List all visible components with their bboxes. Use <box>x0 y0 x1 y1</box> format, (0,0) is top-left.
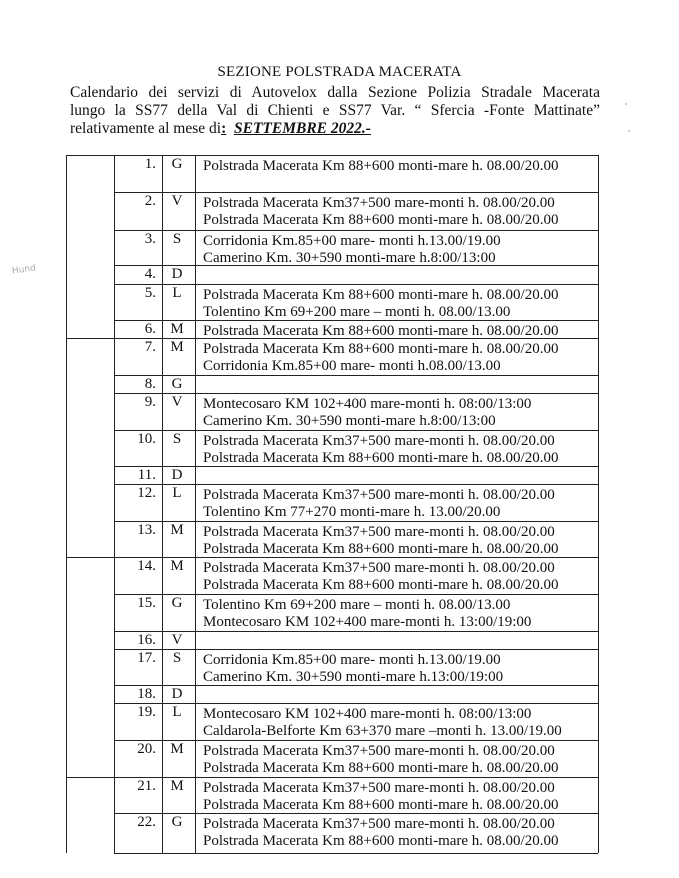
row-weekday-letter: G <box>171 156 183 172</box>
row-service-entry: Polstrada Macerata Km 88+600 monti-mare h. 08.00/20.00 <box>203 212 559 228</box>
row-service-entry: Polstrada Macerata Km37+500 mare-monti h. 08.00/20.00 <box>203 433 555 449</box>
row-weekday-letter: D <box>171 686 183 702</box>
row-service-entry: Caldarola-Belforte Km 63+370 mare –monti h. 13.00/19.00 <box>203 723 562 739</box>
document-title: SEZIONE POLSTRADA MACERATA <box>217 64 462 80</box>
row-weekday-letter: M <box>170 778 184 794</box>
row-day-number: 7. <box>144 339 156 355</box>
table-bottom-border <box>114 853 598 854</box>
row-weekday-letter: G <box>171 376 183 392</box>
intro-line-3 <box>70 120 600 138</box>
row-service-entry: Tolentino Km 69+200 mare – monti h. 08.00/13.00 <box>203 304 511 320</box>
row-weekday-letter: D <box>171 467 183 483</box>
intro-colon: : <box>221 120 227 137</box>
row-weekday-letter: S <box>172 650 182 666</box>
row-service-entry: Polstrada Macerata Km37+500 mare-monti h. 08.00/20.00 <box>203 780 555 796</box>
row-service-entry: Polstrada Macerata Km37+500 mare-monti h. 08.00/20.00 <box>203 816 555 832</box>
row-service-entry: Tolentino Km 77+270 monti-mare h. 13.00/20.00 <box>203 504 501 520</box>
row-service-entry: Polstrada Macerata Km 88+600 monti-mare h. 08.00/20.00 <box>203 158 559 174</box>
row-day-number: 12. <box>137 485 156 501</box>
table-vertical-rule <box>598 155 599 853</box>
row-day-number: 22. <box>137 814 156 830</box>
row-service-entry: Polstrada Macerata Km 88+600 monti-mare h. 08.00/20.00 <box>203 287 559 303</box>
row-day-number: 4. <box>144 266 156 282</box>
row-service-entry: Camerino Km. 30+590 monti-mare h.13:00/19:00 <box>203 669 504 685</box>
row-day-number: 14. <box>137 558 156 574</box>
intro-line-3-prefix: relativamente al mese di <box>70 120 222 137</box>
row-day-number: 10. <box>137 431 156 447</box>
row-service-entry: Polstrada Macerata Km 88+600 monti-mare h. 08.00/20.00 <box>203 797 559 813</box>
table-row <box>114 155 598 192</box>
margin-week-separator <box>66 338 114 339</box>
row-weekday-letter: M <box>170 321 184 337</box>
table-row <box>114 703 598 740</box>
table-row <box>114 557 598 594</box>
margin-week-separator <box>66 557 114 558</box>
row-day-number: 15. <box>137 595 156 611</box>
row-service-entry: Corridonia Km.85+00 mare- monti h.13.00/19.00 <box>203 652 501 668</box>
intro-line-1: Calendario dei servizi di Autovelox dalla Sezione Polizia Stradale Macerata <box>70 84 600 101</box>
row-service-entry: Camerino Km. 30+590 monti-mare h.8:00/13:00 <box>203 413 496 429</box>
table-row <box>114 192 598 230</box>
row-weekday-letter: S <box>172 231 182 247</box>
row-service-entry: Polstrada Macerata Km37+500 mare-monti h. 08.00/20.00 <box>203 560 555 576</box>
row-day-number: 9. <box>144 394 156 410</box>
margin-top-line <box>66 155 114 156</box>
row-day-number: 16. <box>137 632 156 648</box>
row-service-entry: Polstrada Macerata Km 88+600 monti-mare h. 08.00/20.00 <box>203 323 559 339</box>
row-weekday-letter: D <box>171 266 183 282</box>
row-service-entry: Tolentino Km 69+200 mare – monti h. 08.00/13.00 <box>203 597 511 613</box>
table-row <box>114 375 598 393</box>
table-row <box>114 230 598 265</box>
row-service-entry: Polstrada Macerata Km37+500 mare-monti h. 08.00/20.00 <box>203 524 555 540</box>
table-row <box>114 777 598 813</box>
row-day-number: 17. <box>137 650 156 666</box>
table-row <box>114 649 598 685</box>
row-weekday-letter: G <box>171 595 183 611</box>
table-left-margin-column <box>66 155 115 853</box>
row-weekday-letter: L <box>172 285 182 301</box>
row-service-entry: Montecosaro KM 102+400 mare-monti h. 13:00/19:00 <box>203 614 532 630</box>
table-row <box>114 284 598 320</box>
row-weekday-letter: V <box>171 193 183 209</box>
row-day-number: 11. <box>137 467 156 483</box>
margin-week-separator <box>66 777 114 778</box>
row-service-entry: Polstrada Macerata Km 88+600 monti-mare h. 08.00/20.00 <box>203 341 559 357</box>
month-label: SETTEMBRE 2022.- <box>233 120 371 137</box>
row-day-number: 2. <box>144 193 156 209</box>
table-row <box>114 484 598 521</box>
row-weekday-letter: L <box>172 704 182 720</box>
row-weekday-letter: S <box>172 431 182 447</box>
row-day-number: 5. <box>144 285 156 301</box>
table-row <box>114 265 598 284</box>
table-row <box>114 594 598 631</box>
row-separator <box>114 853 598 854</box>
row-weekday-letter: M <box>170 522 184 538</box>
row-day-number: 13. <box>137 522 156 538</box>
row-day-number: 20. <box>137 741 156 757</box>
row-weekday-letter: V <box>171 632 183 648</box>
row-weekday-letter: M <box>170 339 184 355</box>
row-day-number: 19. <box>137 704 156 720</box>
row-weekday-letter: M <box>170 558 184 574</box>
table-row <box>114 430 598 466</box>
table-row <box>114 740 598 777</box>
table-row <box>114 521 598 557</box>
row-weekday-letter: M <box>170 741 184 757</box>
row-weekday-letter: L <box>172 485 182 501</box>
table-row <box>114 320 598 338</box>
row-day-number: 3. <box>144 231 156 247</box>
table-row <box>114 338 598 375</box>
table-row <box>114 685 598 703</box>
row-day-number: 8. <box>144 376 156 392</box>
row-service-entry: Corridonia Km.85+00 mare- monti h.13.00/19.00 <box>203 233 501 249</box>
row-service-entry: Polstrada Macerata Km 88+600 monti-mare h. 08.00/20.00 <box>203 833 559 849</box>
row-service-entry: Polstrada Macerata Km 88+600 monti-mare h. 08.00/20.00 <box>203 450 559 466</box>
row-day-number: 6. <box>144 321 156 337</box>
row-service-entry: Montecosaro KM 102+400 mare-monti h. 08:00/13:00 <box>203 396 532 412</box>
intro-line-2: lungo la SS77 della Val di Chienti e SS77 Var. “ Sfercia -Fonte Mattinate” <box>70 102 600 119</box>
row-service-entry: Polstrada Macerata Km 88+600 monti-mare h. 08.00/20.00 <box>203 577 559 593</box>
row-service-entry: Polstrada Macerata Km37+500 mare-monti h. 08.00/20.00 <box>203 743 555 759</box>
row-service-entry: Montecosaro KM 102+400 mare-monti h. 08:00/13:00 <box>203 706 532 722</box>
side-handwritten-mark: Hund <box>11 263 37 277</box>
row-day-number: 21. <box>137 778 156 794</box>
row-weekday-letter: G <box>171 814 183 830</box>
row-service-entry: Corridonia Km.85+00 mare- monti h.08.00/13.00 <box>203 358 501 374</box>
row-day-number: 1. <box>144 156 156 172</box>
table-row <box>114 466 598 484</box>
row-service-entry: Polstrada Macerata Km 88+600 monti-mare h. 08.00/20.00 <box>203 760 559 776</box>
row-weekday-letter: V <box>171 394 183 410</box>
row-service-entry: Polstrada Macerata Km37+500 mare-monti h. 08.00/20.00 <box>203 487 555 503</box>
scan-speck <box>625 103 627 105</box>
table-row <box>114 631 598 649</box>
row-service-entry: Polstrada Macerata Km 88+600 monti-mare h. 08.00/20.00 <box>203 541 559 557</box>
table-row <box>114 393 598 430</box>
row-service-entry: Camerino Km. 30+590 monti-mare h.8:00/13:00 <box>203 250 496 266</box>
scan-speck <box>628 130 630 132</box>
table-row <box>114 813 598 853</box>
intro-paragraph <box>70 84 600 138</box>
row-service-entry: Polstrada Macerata Km37+500 mare-monti h. 08.00/20.00 <box>203 195 555 211</box>
row-day-number: 18. <box>137 686 156 702</box>
